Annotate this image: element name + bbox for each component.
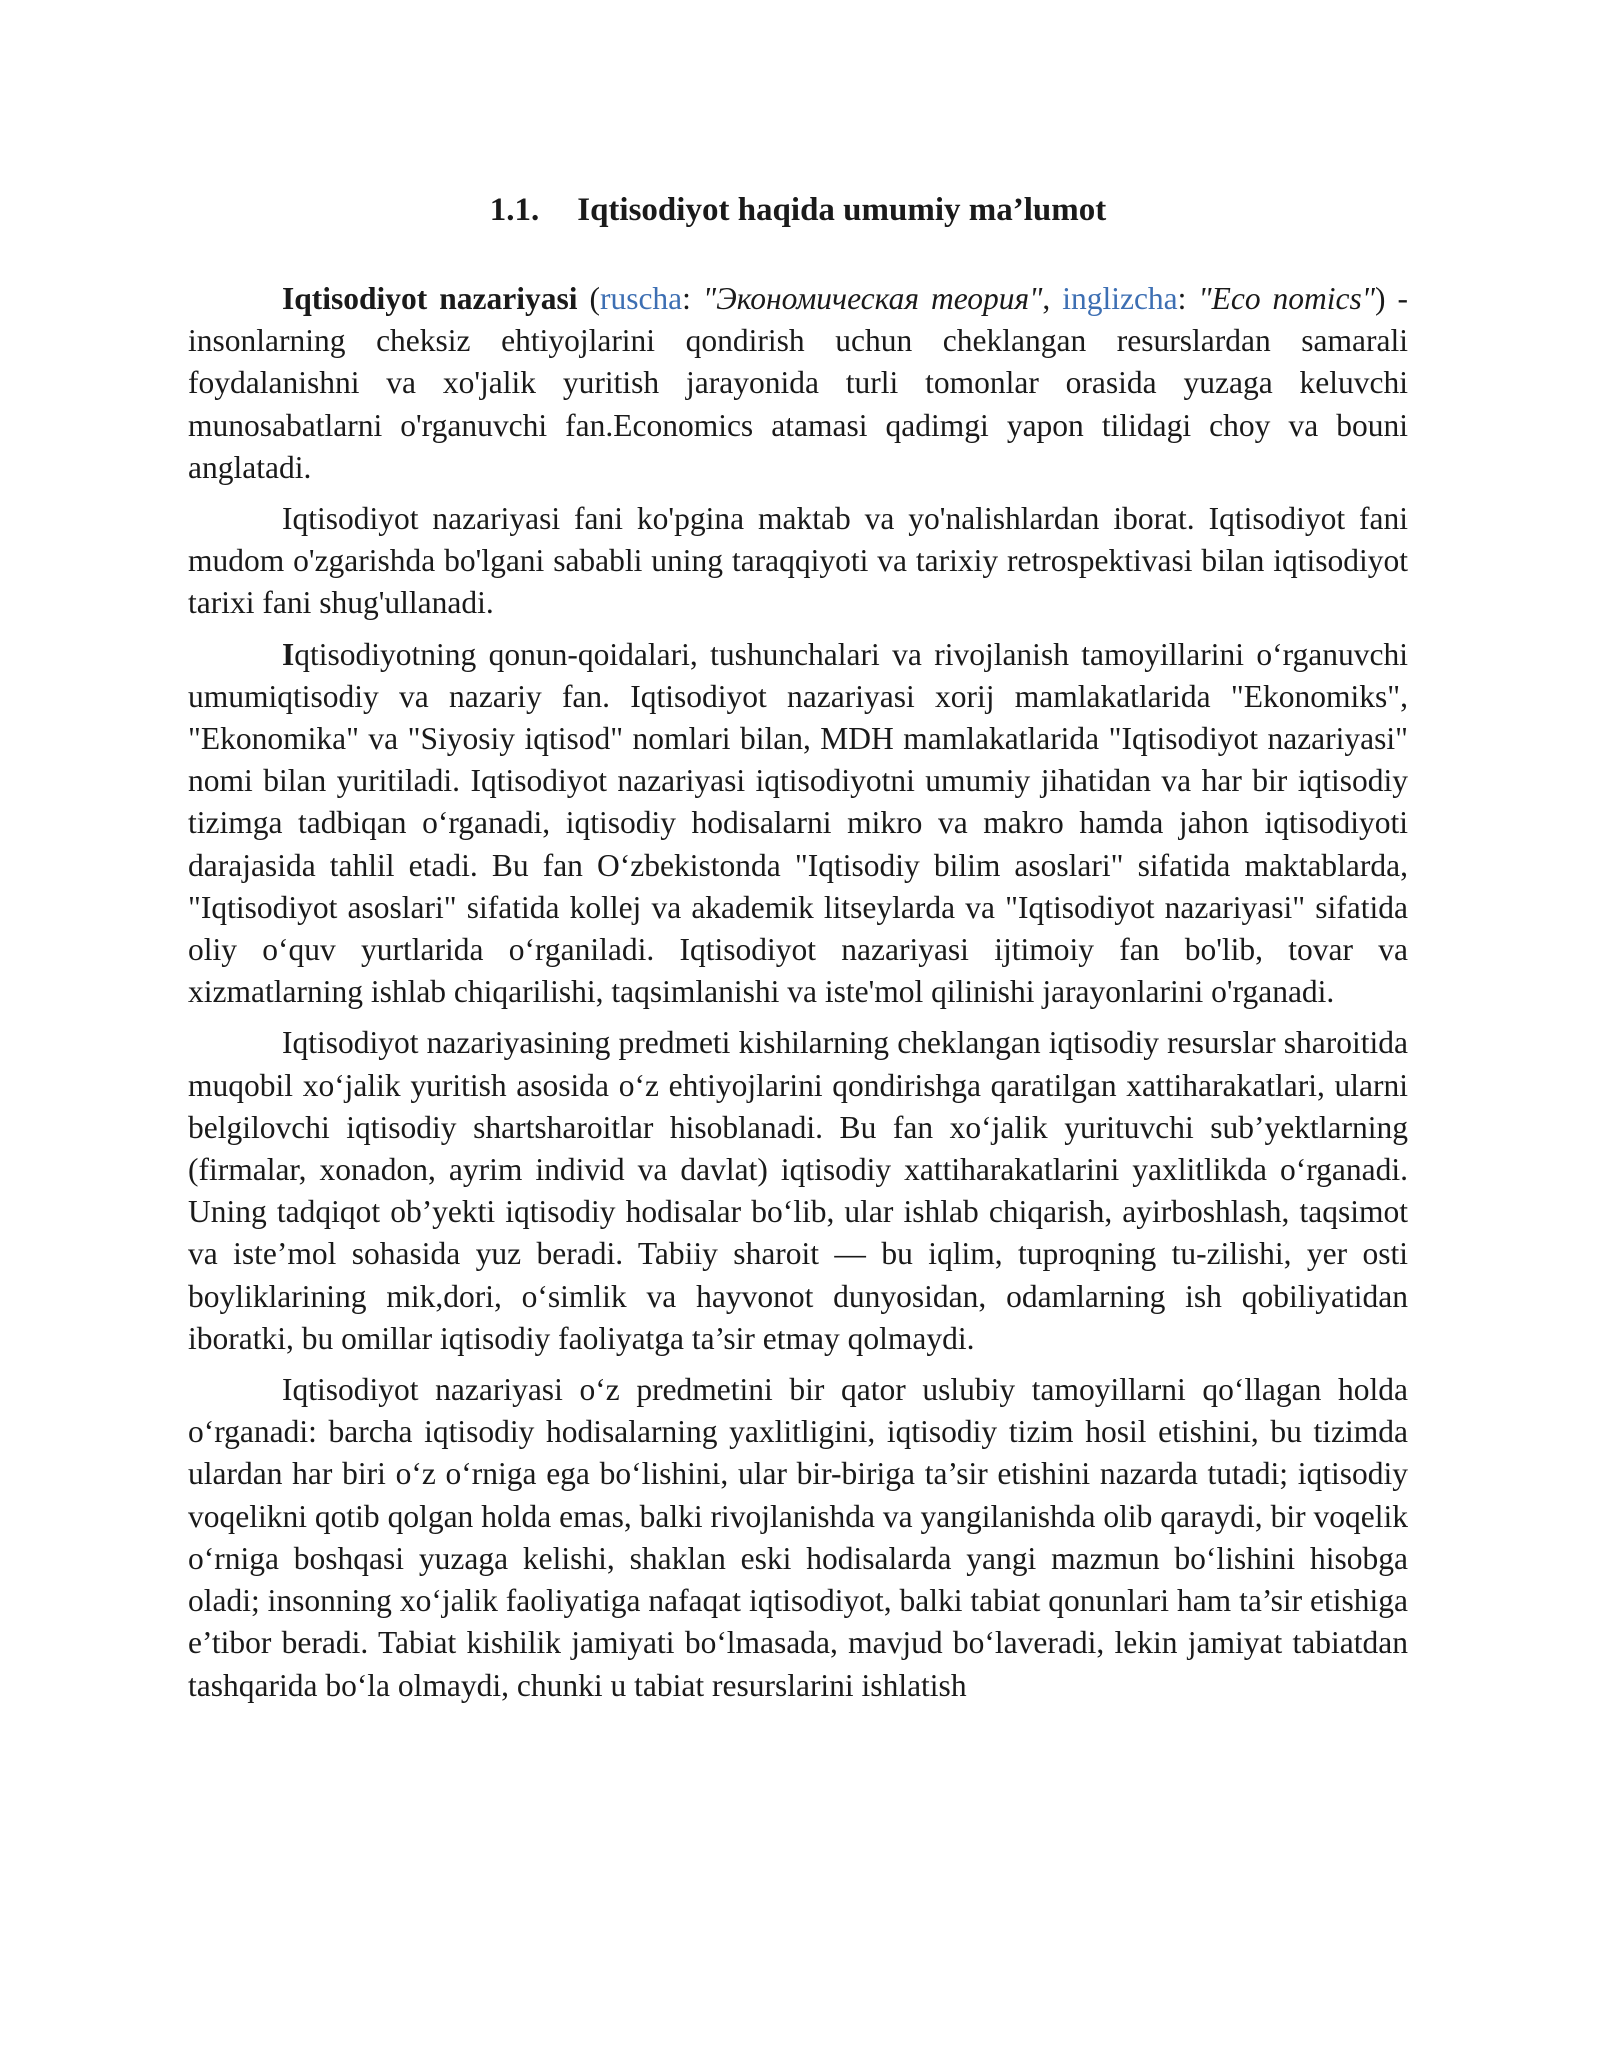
defined-term: Iqtisodiyot nazariyasi	[282, 281, 578, 316]
paragraph-subject: Iqtisodiyot nazariyasining predmeti kishilarning cheklangan iqtisodiy resurslar sharoitida muqobil xo‘jalik yuritish asosida o‘z ehtiyojlarini qondirishga qaratilgan xattiharakatlari, ularni belgilovchi iqtisodiy shartsharoitlar hisoblanadi. Bu fan xo‘jalik yurituvchi sub’yektlarning (firmalar, xonadon, ayrim individ va davlat) iqtisodiy xattiharakatlarini yaxlitlikda o‘rganadi. Uning tadqiqot ob’yekti iqtisodiy hodisalar bo‘lib, ular ishlab chiqarish, ayirboshlash, taqsimot va iste’mol sohasida yuz beradi. Tabiiy sharoit — bu iqlim, tuproqning tu-zilishi, yer osti boyliklarining mik,dori, o‘simlik va hayvonot dunyosidan, odamlarning ish qobiliyatidan iboratki, bu omillar iqtisodiy faoliyatga ta’sir etmay qolmaydi.	[188, 1025, 1408, 1356]
document-page	[188, 190, 1408, 1716]
paragraph-principles: Iqtisodiyot nazariyasi o‘z predmetini bir qator uslubiy tamoyillarni qo‘llagan holda o‘rganadi: barcha iqtisodiy hodisalarning yaxlitligini, iqtisodiy tizim hosil etishini, bu tizimda ulardan har biri o‘z o‘rniga ega bo‘lishini, ular bir-biriga ta’sir etishini nazarda tutadi; iqtisodiy voqelikni qotib qolgan holda emas, balki rivojlanishda va yangilanishda olib qaraydi, bir voqelik o‘rniga boshqasi yuzaga kelishi, shaklan eski hodisalarda yangi mazmun bo‘lishini hisobga oladi; insonning xo‘jalik faoliyatiga nafaqat iqtisodiyot, balki tabiat qonunlari ham ta’sir etishiga e’tibor beradi. Tabiat kishilik jamiyati bo‘lmasada, mavjud bo‘laveradi, lekin jamiyat tabiatdan tashqarida bo‘la olmaydi, chunki u tabiat resurslarini ishlatish	[188, 1372, 1408, 1703]
paren-open: (	[577, 281, 600, 316]
overview-text: qtisodiyotning qonun-qoidalari, tushunchalari va rivojlanish tamoyillarini o‘rganuvchi umumiqtisodiy va nazariy fan. Iqtisodiyot nazariyasi xorij mamlakatlarida "Ekonomiks", "Ekonomika" va "Siyosiy iqtisod" nomlari bilan, MDH mamlakatlarida "Iqtisodiyot nazariyasi" nomi bilan yuritiladi. Iqtisodiyot nazariyasi iqtisodiyotni umumiy jihatidan va har bir iqtisodiy tizimga tadbiqan o‘rganadi, iqtisodiy hodisalarni mikro va makro hamda jahon iqtisodiyoti darajasida tahlil etadi. Bu fan O‘zbekistonda "Iqtisodiy bilim asoslari" sifatida maktablarda, "Iqtisodiyot asoslari" sifatida kollej va akademik litseylarda va "Iqtisodiyot nazariyasi" sifatida oliy o‘quv yurtlarida o‘rganiladi. Iqtisodiyot nazariyasi ijtimoiy fan bo'lib, tovar va xizmatlarning ishlab chiqarilishi, taqsimlanishi va iste'mol qilinishi jarayonlarini o'rganadi.	[188, 636, 1408, 1010]
paragraph-overview	[188, 634, 1408, 1014]
link-ruscha[interactable]: ruscha	[599, 281, 683, 316]
definition-text: ) - insonlarning cheksiz ehtiyojlarini qondirish uchun cheklangan resurslardan samarali foydalanishni va xo'jalik yuritish jarayonida turli tomonlar orasida yuzaga keluvchi munosabatlarni o'rganuvchi fan.Economics atamasi qadimgi yapon tilidagi choy va bouni anglatadi.	[188, 281, 1408, 485]
paragraph-definition	[188, 278, 1408, 489]
english-term: "Eco nomics"	[1198, 281, 1376, 316]
russian-term: "Экономическая теория"	[702, 281, 1043, 316]
link-inglizcha[interactable]: inglizcha	[1062, 281, 1178, 316]
colon: :	[1177, 281, 1199, 316]
colon: :	[682, 281, 703, 316]
comma: ,	[1042, 281, 1063, 316]
section-heading	[188, 190, 1408, 230]
section-number: 1.1.	[489, 192, 540, 228]
paragraph-schools: Iqtisodiyot nazariyasi fani ko'pgina maktab va yo'nalishlardan iborat. Iqtisodiyot fani mudom o'zgarishda bo'lgani sababli uning taraqqiyoti va tarixiy retrospektivasi bilan iqtisodiyot tarixi fani shug'ullanadi.	[188, 501, 1408, 621]
section-title: Iqtisodiyot haqida umumiy ma’lumot	[577, 192, 1107, 228]
bold-initial: I	[282, 636, 295, 672]
